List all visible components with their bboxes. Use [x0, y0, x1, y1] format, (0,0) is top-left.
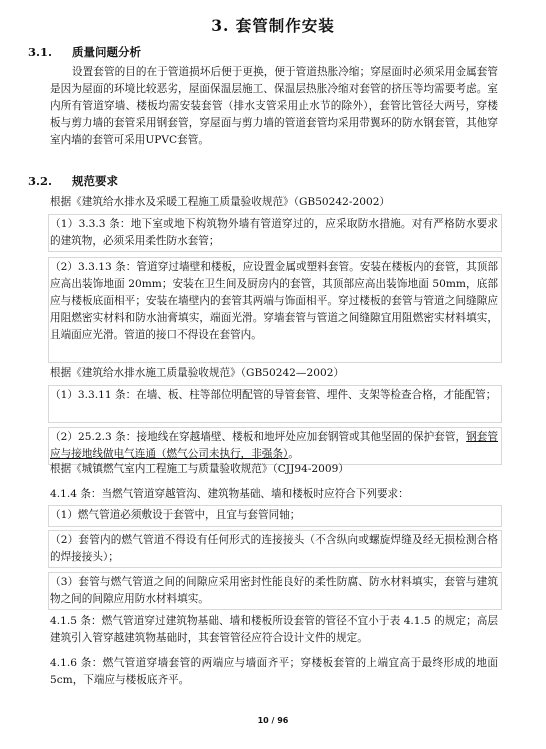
- clause-4-1-6: 4.1.6 条：燃气管道穿墙套管的两端应与墙面齐平；穿楼板套管的上端宜高于最终形成的地面 5cm，下端应与楼板底齐平。: [50, 657, 498, 686]
- standard-reference-1: 根据《建筑给水排水及采暖工程施工质量验收规范》（GB50242-2002）: [50, 196, 391, 208]
- clause-4-1-5: 4.1.5 条：燃气管道穿过建筑物基础、墙和楼板所设套管的管径不宜小于表 4.1.5 的规定；高层建筑引入管穿越建筑物基础时，其套管管径应符合设计文件的规定。: [50, 615, 498, 644]
- section-title: 质量问题分析: [72, 45, 141, 59]
- clause-end: 。: [288, 448, 299, 460]
- clause-4-1-4-item-2: （2）套管内的燃气管道不得设有任何形式的连接接头（不含纵向或螺旋焊缝及经无损检测合格的焊接接头）；: [50, 534, 498, 563]
- section-number: 3.1.: [28, 45, 53, 59]
- analysis-paragraph: 设置套管的目的在于管道损坏后便于更换，便于管道热胀冷缩；穿屋面时必须采用金属套管是因为屋面的环境比较恶劣，屋面保温层施工、保温层热胀冷缩对套管的挤压等均需要考虑。室内所有管道穿墙、楼板均需安装套管（排水支管采用止水节的除外），套管比管径大两号，穿楼板与剪力墙的套管采用钢套管，穿屋面与剪力墙的管道套管均采用带翼环的防水钢套管，其他穿室内墙的套管可采用UPVC套管。: [50, 66, 498, 146]
- clause-3-3-13: （2）3.3.13 条：管道穿过墙壁和楼板，应设置金属或塑料套管。安装在楼板内的套管，其顶部应高出装饰地面 20mm；安装在卫生间及厨房内的套管，其顶部应高出装饰地面 50mm，底部应与楼板底面相平；安装在墙壁内的套管其两端与饰面相平。穿过楼板的套管与管道之间缝隙应用阻燃密实材料和防水油膏填实，端面光滑。穿墙套管与管道之间缝隙宜用阻燃密实材料填实，且端面应光滑。管道的接口不得设在套管内。: [50, 261, 498, 341]
- section-heading-3-1: [28, 44, 141, 60]
- clause-25-2-3: [50, 429, 498, 463]
- page-number: 10 / 96: [257, 716, 289, 725]
- clause-3-3-11: （1）3.3.11 条：在墙、板、柱等部位明配管的导管套管、埋件、支架等检查合格，才能配管；: [50, 389, 497, 401]
- page-title: 3. 套管制作安装: [211, 16, 335, 35]
- clause-text: （2）25.2.3 条：接地线在穿越墙壁、楼板和地坪处应加套钢管或其他坚固的保护套管，: [50, 431, 467, 443]
- section-title: 规范要求: [72, 174, 118, 188]
- underlined-note: 钢套管应与接地线做电气连通（燃气公司未执行，非强条）: [50, 431, 498, 460]
- clause-4-1-4-item-3: （3）套管与燃气管道之间的间隙应采用密封性能良好的柔性防腐、防水材料填实，套管与建筑物之间的间隙应用防水材料填实。: [50, 576, 498, 605]
- section-heading-3-2: [28, 173, 118, 189]
- standard-reference-3: 根据《城镇燃气室内工程施工与质量验收规范》（CJJ94-2009）: [50, 463, 349, 475]
- clause-3-3-3: （1）3.3.3 条：地下室或地下构筑物外墙有管道穿过的，应采取防水措施。对有严格防水要求的建筑物，必须采用柔性防水套管；: [50, 218, 498, 247]
- clause-4-1-4: 4.1.4 条：当燃气管道穿越管沟、建筑物基础、墙和楼板时应符合下列要求：: [50, 488, 409, 500]
- standard-reference-2: 根据《建筑给水排水施工质量验收规范》（GB50242—2002）: [50, 367, 345, 379]
- clause-4-1-4-item-1: （1）燃气管道必须敷设于套管中，且宜与套管同轴；: [50, 509, 301, 521]
- section-number: 3.2.: [28, 174, 53, 188]
